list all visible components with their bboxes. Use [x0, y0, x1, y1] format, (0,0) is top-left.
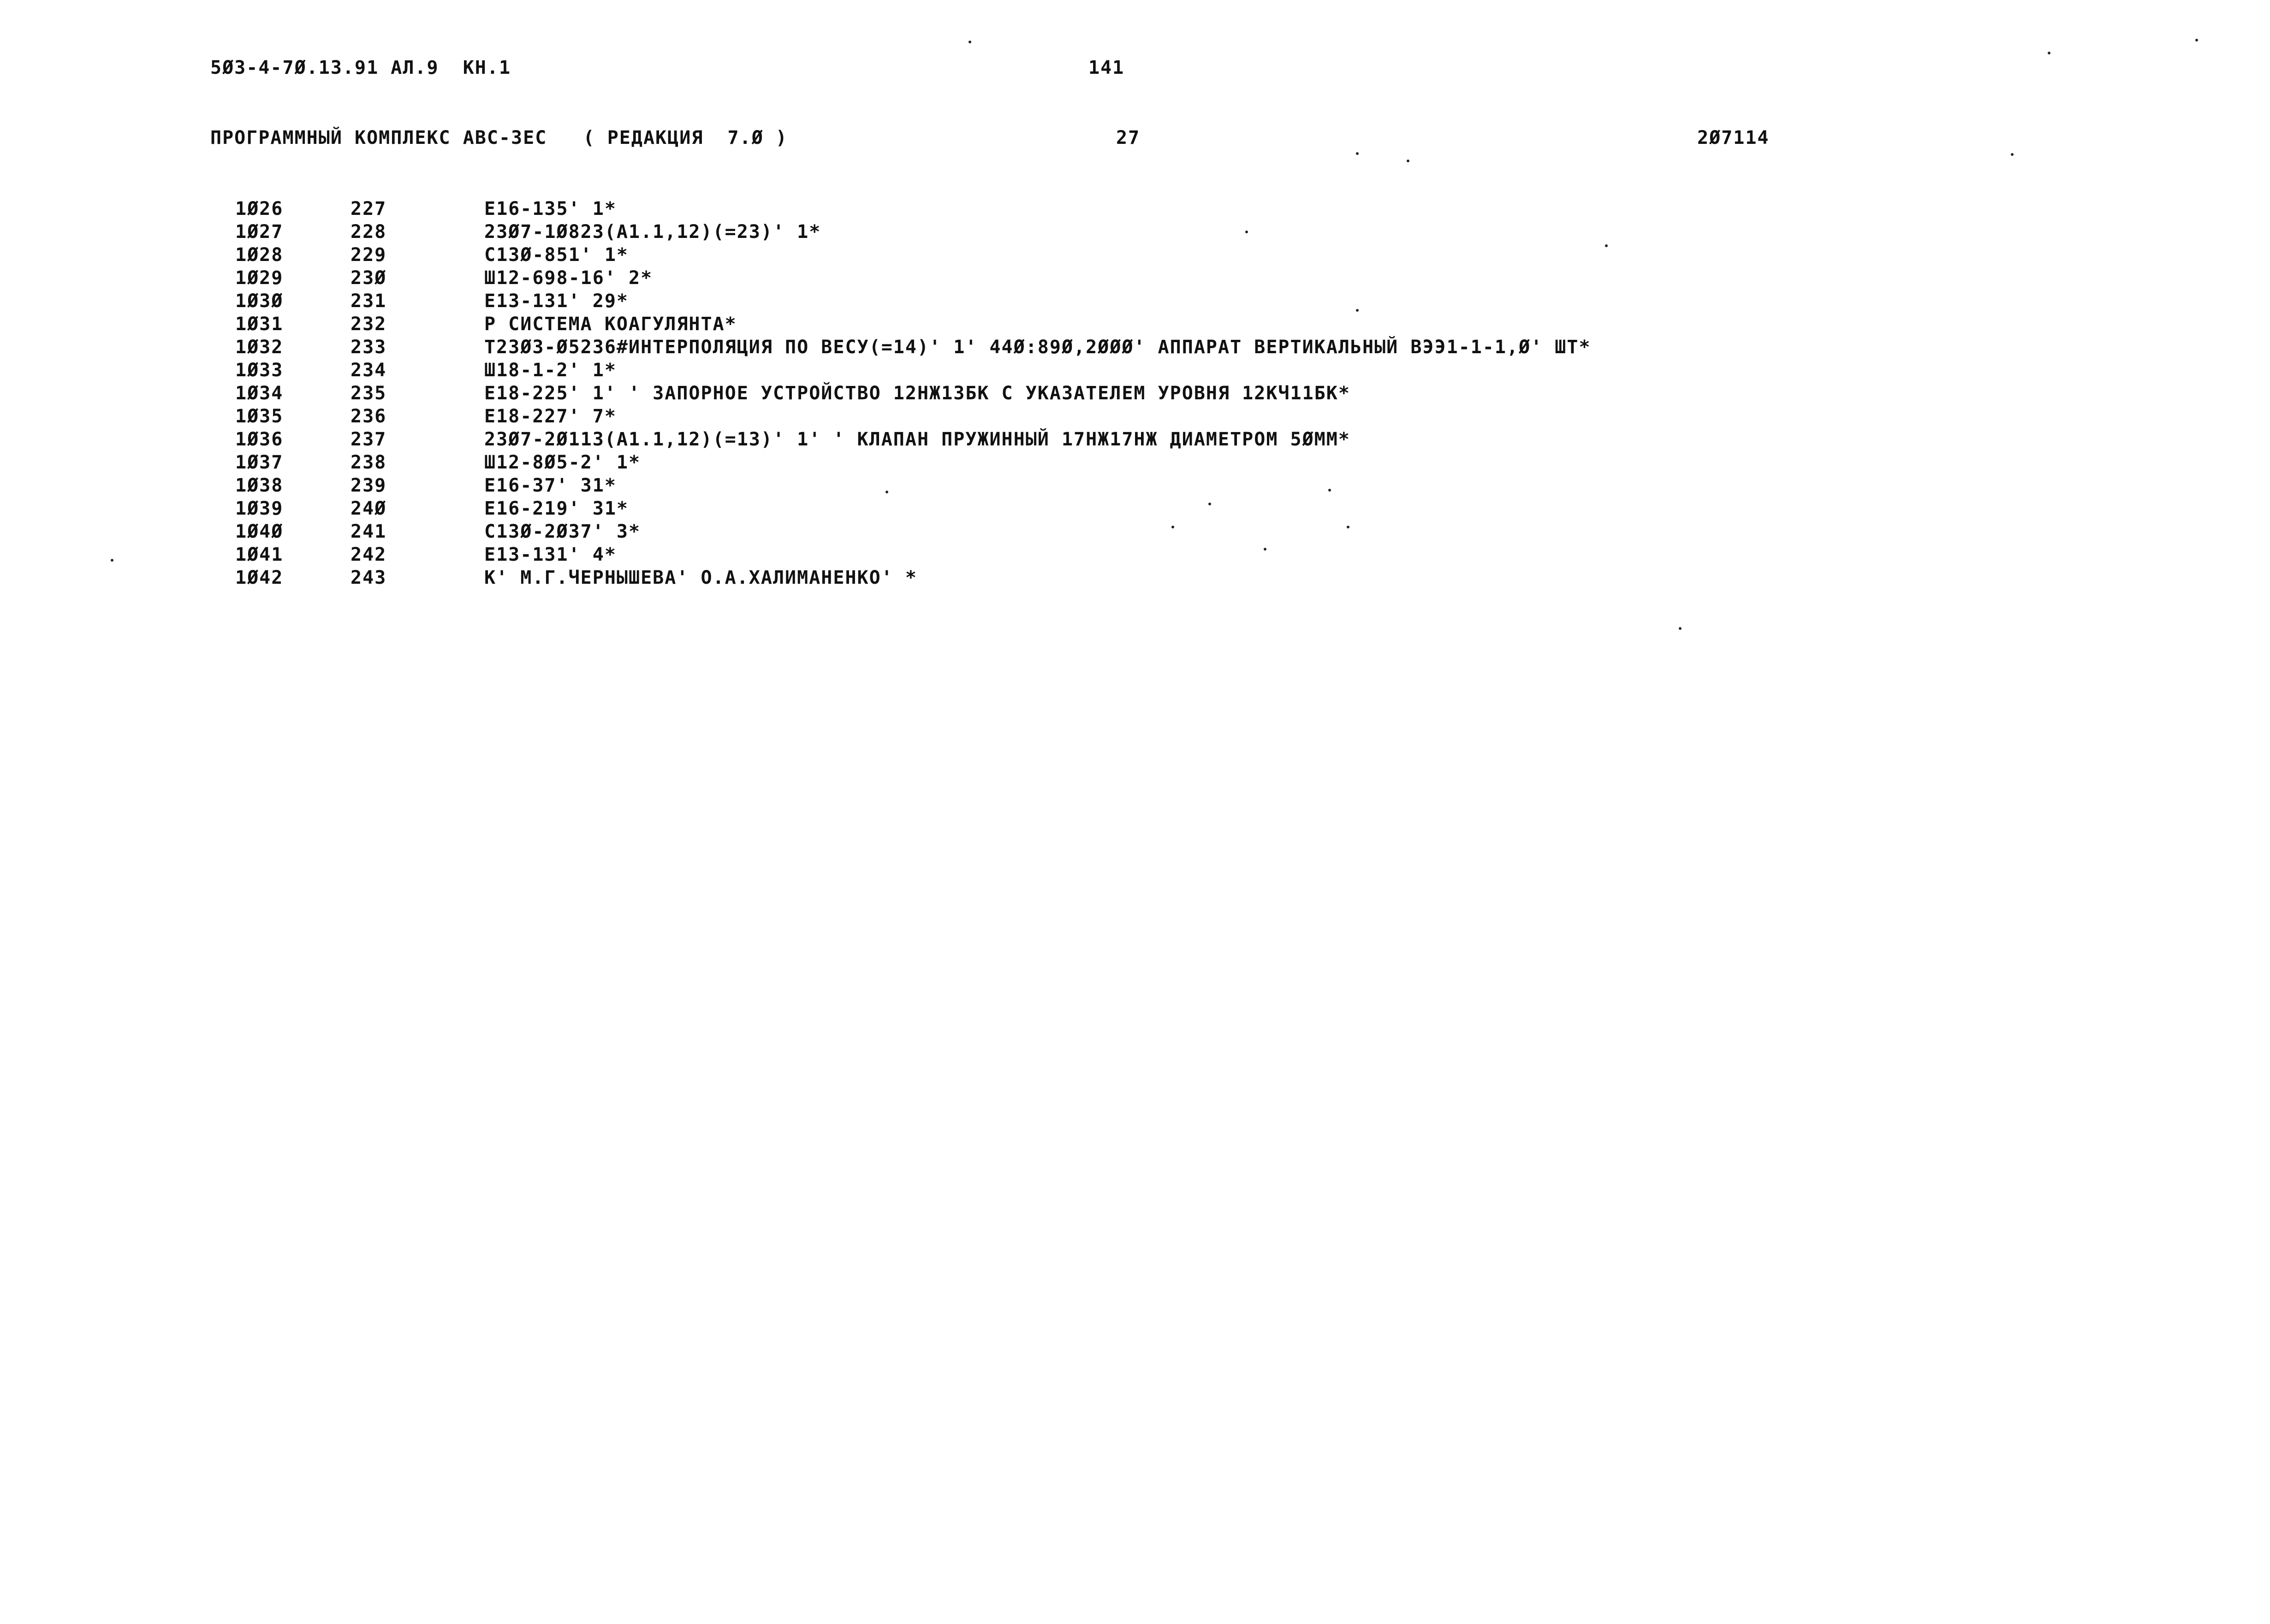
scan-speck: [1245, 231, 1248, 233]
row-number: 231: [351, 290, 387, 312]
scan-speck: [969, 41, 971, 43]
row-text: Е16-37' 31*: [484, 475, 617, 496]
row-sequence: 1Ø41: [235, 544, 284, 565]
row-sequence: 1Ø42: [235, 567, 284, 588]
row-text: Е16-219' 31*: [484, 498, 629, 519]
scan-speck: [1208, 503, 1211, 505]
row-sequence: 1Ø37: [235, 452, 284, 473]
row-text: С13Ø-851' 1*: [484, 244, 629, 266]
row-number: 227: [351, 198, 387, 219]
row-number: 229: [351, 244, 387, 266]
scan-speck: [2048, 52, 2050, 54]
row-text: 23Ø7-2Ø113(А1.1,12)(=13)' 1' ' КЛАПАН ПРУЖИННЫЙ 17НЖ17НЖ ДИАМЕТРОМ 5ØММ*: [484, 429, 1350, 450]
row-text: Ш18-1-2' 1*: [484, 360, 617, 381]
scan-speck: [1328, 489, 1331, 492]
scan-speck: [885, 491, 888, 493]
scan-speck: [1407, 160, 1409, 162]
row-sequence: 1Ø32: [235, 337, 284, 358]
row-number: 241: [351, 521, 387, 542]
row-number: 233: [351, 337, 387, 358]
row-text: Т23Ø3-Ø5236#ИНТЕРПОЛЯЦИЯ ПО ВЕСУ(=14)' 1' 44Ø:89Ø,2ØØØ' АППАРАТ ВЕРТИКАЛЬНЫЙ ВЭЭ1-1-1,Ø' ШТ*: [484, 337, 1591, 358]
row-sequence: 1Ø36: [235, 429, 284, 450]
row-number: 23Ø: [351, 267, 387, 289]
document-code: 5Ø3-4-7Ø.13.91 АЛ.9 КН.1: [210, 57, 511, 78]
job-number: 2Ø7114: [1697, 127, 1770, 148]
row-text: Ш12-8Ø5-2' 1*: [484, 452, 641, 473]
row-number: 232: [351, 314, 387, 335]
scan-speck: [1356, 309, 1359, 312]
row-sequence: 1Ø33: [235, 360, 284, 381]
scan-speck: [1605, 244, 1608, 247]
row-sequence: 1Ø35: [235, 406, 284, 427]
row-sequence: 1Ø3Ø: [235, 290, 284, 312]
scan-speck: [1679, 627, 1682, 630]
row-text: С13Ø-2Ø37' 3*: [484, 521, 641, 542]
row-number: 237: [351, 429, 387, 450]
program-title: ПРОГРАММНЫЙ КОМПЛЕКС АВС-3ЕС ( РЕДАКЦИЯ 7.Ø ): [210, 127, 788, 148]
row-sequence: 1Ø27: [235, 221, 284, 243]
scan-speck: [1356, 152, 1359, 155]
row-sequence: 1Ø39: [235, 498, 284, 519]
scan-speck: [2195, 39, 2198, 41]
row-number: 236: [351, 406, 387, 427]
row-text: Е16-135' 1*: [484, 198, 617, 219]
row-sequence: 1Ø26: [235, 198, 284, 219]
row-number: 228: [351, 221, 387, 243]
row-number: 239: [351, 475, 387, 496]
scan-speck: [2011, 153, 2014, 156]
page-number: 141: [1088, 57, 1125, 78]
row-sequence: 1Ø29: [235, 267, 284, 289]
row-sequence: 1Ø38: [235, 475, 284, 496]
row-number: 238: [351, 452, 387, 473]
row-text: К' М.Г.ЧЕРНЫШЕВА' О.А.ХАЛИМАНЕНКО' *: [484, 567, 917, 588]
row-number: 235: [351, 383, 387, 404]
row-sequence: 1Ø31: [235, 314, 284, 335]
row-number: 234: [351, 360, 387, 381]
scan-speck: [1264, 548, 1266, 551]
row-text: Е18-225' 1' ' ЗАПОРНОЕ УСТРОЙСТВО 12НЖ13БК С УКАЗАТЕЛЕМ УРОВНЯ 12КЧ11БК*: [484, 383, 1350, 404]
scan-speck: [111, 559, 113, 562]
scan-speck: [1171, 526, 1174, 528]
row-sequence: 1Ø28: [235, 244, 284, 266]
row-text: Е18-227' 7*: [484, 406, 617, 427]
row-text: Ш12-698-16' 2*: [484, 267, 653, 289]
row-text: 23Ø7-1Ø823(А1.1,12)(=23)' 1*: [484, 221, 821, 243]
scan-speck: [1347, 526, 1349, 528]
row-sequence: 1Ø4Ø: [235, 521, 284, 542]
row-sequence: 1Ø34: [235, 383, 284, 404]
row-text: Е13-131' 29*: [484, 290, 629, 312]
row-text: Р СИСТЕМА КОАГУЛЯНТА*: [484, 314, 737, 335]
row-number: 243: [351, 567, 387, 588]
row-number: 242: [351, 544, 387, 565]
row-text: Е13-131' 4*: [484, 544, 617, 565]
row-number: 24Ø: [351, 498, 387, 519]
sheet-number: 27: [1116, 127, 1141, 148]
